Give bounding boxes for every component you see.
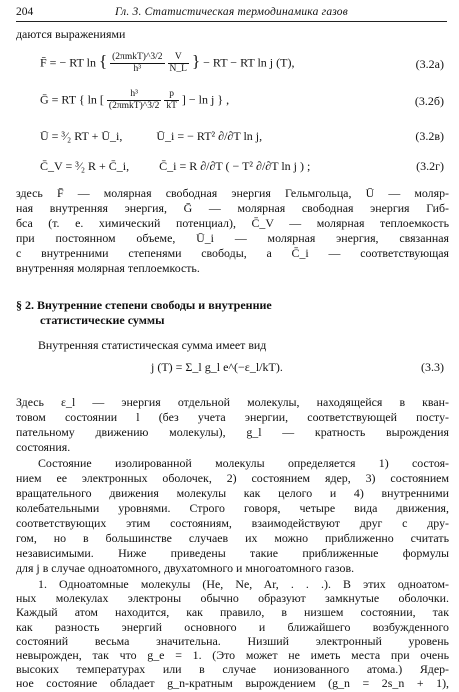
running-header: [16, 5, 447, 19]
para1-line-2: товом состоянии l (без учета энергии, соответствующей посту-: [16, 410, 449, 424]
para2-line-8: для j в случае одноатомного, двухатомного и многоатомного газов.: [16, 561, 355, 575]
equation-3-2g: [40, 158, 444, 174]
eq-c-number: (3.2в): [415, 129, 444, 143]
page-number: 204: [16, 6, 34, 18]
eq-b-frac1: $\frac{\text{h³}}{\text{(2πmkT)\textasciicircum{}3/2}}$: [108, 89, 160, 111]
equation-3-2b: [40, 89, 444, 112]
equation-3-2v: [40, 128, 444, 144]
eq-d-number: (3.2г): [416, 159, 444, 173]
sum-intro: Внутренняя статистическая сумма имеет вид: [38, 338, 267, 352]
equation-3-2a: F̄ = − RT ln { $\frac{\text{(2πmkT)\textasciicircum{}3/2}}{\text{h³}}$ $\frac{V}{N\_L}$ } − RT − RT ln j (T), (3.2а): [40, 51, 444, 74]
eq-33-number: (3.3): [421, 360, 444, 374]
para3-line-4: как разность энергий основного и ближайшего возбужденного: [16, 619, 449, 634]
para1-line-3: пательному движению молекулы), g_l — кратность вырождения: [16, 425, 449, 439]
para2-line-4: колебательными уровнями. Строго говоря, четыре вида движения,: [16, 501, 449, 515]
para3-line-1: 1. Одноатомные молекулы (He, Ne, Ar, . . .). В этих одноатом-: [38, 577, 449, 591]
eq-d-part2: C̄_i = R ∂/∂T ( − T² ∂/∂T ln j ) ;: [159, 159, 311, 173]
running-title: Гл. 3. Статистическая термодинамика газов: [115, 6, 348, 18]
para3-line-7: высоких температурах или в случае ионизованного атома.) Ядер-: [16, 662, 449, 677]
para2-line-6: гом, но в большинстве случаев их можно приближенно считать: [16, 531, 449, 545]
eq-b-rhs: ] − ln j } ,: [181, 92, 230, 107]
para3-line-6: невырожден, так что g_e = 1. (Это может не иметь места при очень: [16, 648, 449, 662]
explain-line-1: здесь F̄ — молярная свободная энергия Гельмгольца, Ū — моляр-: [16, 186, 449, 200]
para2-line-3: вращательного движения молекулы как целого и 4) внутренними: [16, 486, 449, 500]
eq-33-formula: j (T) = Σ_l g_l e^(−ε_l/kT).: [151, 360, 283, 374]
eq-c-part1: Ū = ³⁄₂ RT + Ū_i,: [40, 129, 123, 143]
equation-3-3: [40, 359, 444, 375]
para2-line-2: нием ее электронных оболочек, 2) состоянием ядер, 3) состоянием: [16, 471, 449, 485]
eq-a-frac2: $\frac{V}{N\_L}$: [169, 52, 187, 74]
eq-c-part2: Ū_i = − RT² ∂/∂T ln j,: [156, 129, 263, 143]
eq-a-frac1: $\frac{\text{(2πmkT)\textasciicircum{}3/2}}{\text{h³}}$: [112, 52, 163, 74]
para3-line-5: состояний весьма значительна. Низший электронный уровень: [16, 633, 449, 648]
para3-line-2: ных молекулах электроны обычно образуют замкнутые оболочки.: [16, 591, 449, 606]
explain-line-2: ная внутренняя энергия, Ḡ — молярная свободная энергия Гиб-: [16, 201, 449, 215]
eq-b-frac2: $\frac{p}{kT}$: [166, 89, 177, 111]
eq-d-part1: C̄_V = ³⁄₂ R + C̄_i,: [40, 159, 130, 173]
para3-line-3: Каждый атом находится, как правило, в низшем состоянии, так: [16, 605, 449, 620]
header-rule: [16, 21, 447, 22]
para2-line-7: независимыми. Ниже приведены такие приближенные формулы: [16, 546, 449, 560]
explain-line-3: бса (т. е. химический потенциал), C̄_V — молярная теплоемкость: [16, 216, 449, 230]
explain-line-4: при постоянном объеме, Ū_i — молярная энергия, связанная: [16, 231, 449, 245]
para1-line-1: Здесь ε_l — энергия отдельной молекулы, находящейся в кван-: [16, 395, 449, 409]
para3-line-8: ное состояние обладает g_n-кратным вырождением (g_n = 2s_n + 1),: [16, 676, 449, 691]
eq-a-number: (3.2а): [415, 57, 444, 71]
eq-a-lhs: F̄ = − RT ln: [40, 55, 96, 70]
eq-b-number: (3.2б): [414, 94, 444, 108]
intro-text: даются выражениями: [16, 27, 126, 41]
explain-line-5: с внутренними степенями свободы, а C̄_i — соответствующая: [16, 246, 449, 260]
para2-line-1: Состояние изолированной молекулы определяется 1) состоя-: [38, 456, 449, 470]
section-heading-line-1: § 2. Внутренние степени свободы и внутренние: [16, 298, 272, 312]
eq-b-lhs: Ḡ = RT { ln [: [40, 92, 104, 107]
para2-line-5: соответствующих этим состояниям, взаимодействуют друг с дру-: [16, 516, 449, 530]
section-heading-line-2: статистические суммы: [40, 313, 165, 327]
explain-line-6: внутренняя молярная теплоемкость.: [16, 261, 200, 275]
eq-a-rhs: − RT − RT ln j (T),: [203, 55, 295, 70]
para1-line-4: состояния.: [16, 440, 71, 454]
